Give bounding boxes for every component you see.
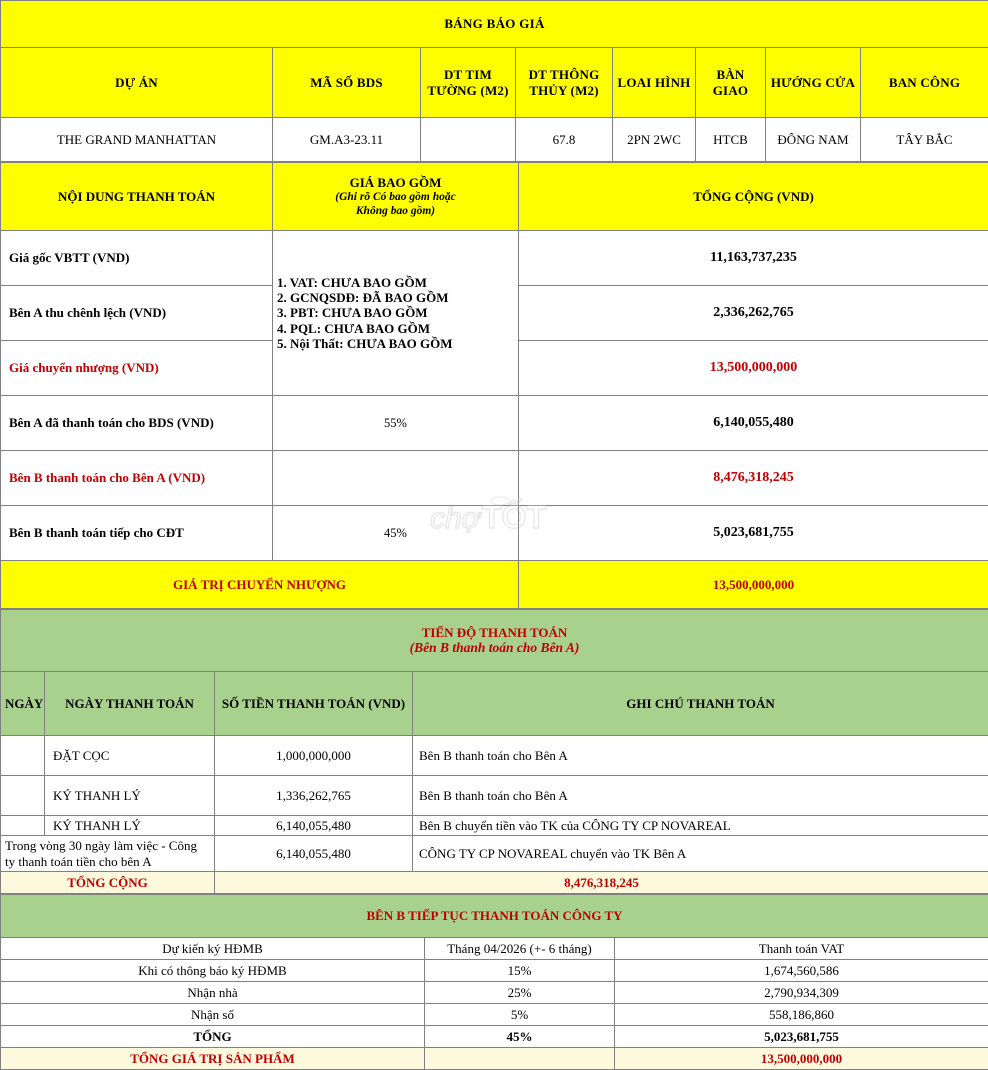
property-table <box>0 0 988 162</box>
property-data-row <box>1 118 988 162</box>
grand-total-percent <box>425 1047 615 1069</box>
schedule-title-row <box>1 610 988 672</box>
continue-amount: Thanh toán VAT <box>615 937 988 959</box>
continue-percent: Tháng 04/2026 (+- 6 tháng) <box>425 937 615 959</box>
payment-amount: 13,500,000,000 <box>519 341 988 396</box>
schedule-row <box>1 836 988 872</box>
payment-label: Bên B thanh toán tiếp cho CĐT <box>1 506 273 561</box>
continue-label: Nhận nhà <box>1 981 425 1003</box>
included-note: 3. PBT: CHƯA BAO GỒM <box>277 305 514 320</box>
payment-row <box>1 506 988 561</box>
col-header-net-area: DT THÔNG THỦY (M2) <box>516 48 613 118</box>
payment-label: Giá gốc VBTT (VND) <box>1 231 273 286</box>
continue-percent: 15% <box>425 959 615 981</box>
transfer-value-label: GIÁ TRỊ CHUYỂN NHƯỢNG <box>1 561 519 609</box>
col-header-pay-date: NGÀY THANH TOÁN <box>45 672 215 736</box>
included-note: 1. VAT: CHƯA BAO GỒM <box>277 275 514 290</box>
continue-label: Dự kiến ký HĐMB <box>1 937 425 959</box>
schedule-total-label: TỔNG CỘNG <box>1 871 215 893</box>
col-header-wall-area: DT TIM TƯỜNG (M2) <box>421 48 516 118</box>
col-header-code: MÃ SỐ BDS <box>273 48 421 118</box>
col-header-balcony: BAN CÔNG <box>861 48 988 118</box>
schedule-amount: 1,000,000,000 <box>215 736 413 776</box>
cell-project: THE GRAND MANHATTAN <box>1 118 273 162</box>
continue-amount: 1,674,560,586 <box>615 959 988 981</box>
schedule-title: TIẾN ĐỘ THANH TOÁN <box>422 625 568 640</box>
continue-amount: 5,023,681,755 <box>615 1025 988 1047</box>
company-continue-row <box>1 959 988 981</box>
payment-amount: 5,023,681,755 <box>519 506 988 561</box>
continue-percent: 45% <box>425 1025 615 1047</box>
company-continue-row <box>1 981 988 1003</box>
payment-row <box>1 451 988 506</box>
included-note: 4. PQL: CHƯA BAO GỒM <box>277 321 514 336</box>
schedule-note: CÔNG TY CP NOVAREAL chuyển vào TK Bên A <box>413 836 988 872</box>
schedule-title-cell <box>1 610 988 672</box>
continue-label: TỔNG <box>1 1025 425 1047</box>
col-header-pay-note: GHI CHÚ THANH TOÁN <box>413 672 988 736</box>
grand-total-label: TỔNG GIÁ TRỊ SẢN PHẨM <box>1 1047 425 1069</box>
payment-label: Bên B thanh toán cho Bên A (VND) <box>1 451 273 506</box>
col-header-price-included <box>273 163 519 231</box>
continue-label: Nhận số <box>1 1003 425 1025</box>
continue-amount: 2,790,934,309 <box>615 981 988 1003</box>
payment-amount: 8,476,318,245 <box>519 451 988 506</box>
company-continue-row <box>1 937 988 959</box>
cell-code: GM.A3-23.11 <box>273 118 421 162</box>
schedule-event: ĐẶT CỌC <box>45 736 215 776</box>
col-header-handover: BÀN GIAO <box>696 48 766 118</box>
price-included-sub1: (Ghi rõ Có bao gồm hoặc <box>277 190 514 204</box>
schedule-header-row <box>1 672 988 736</box>
schedule-row <box>1 816 988 836</box>
cell-net-area: 67.8 <box>516 118 613 162</box>
schedule-event: Trong vòng 30 ngày làm việc - Công ty thanh toán tiền cho bên A <box>1 836 215 872</box>
page-title: BẢNG BÁO GIÁ <box>1 1 988 48</box>
payment-amount: 2,336,262,765 <box>519 286 988 341</box>
schedule-note: Bên B thanh toán cho Bên A <box>413 776 988 816</box>
payment-header-row <box>1 163 988 231</box>
payment-label: Giá chuyển nhượng (VND) <box>1 341 273 396</box>
schedule-subtitle: (Bên B thanh toán cho Bên A) <box>5 640 984 656</box>
company-continue-title-row <box>1 894 988 937</box>
company-continue-title: BÊN B TIẾP TỤC THANH TOÁN CÔNG TY <box>1 894 988 937</box>
schedule-row <box>1 736 988 776</box>
cell-balcony: TÂY BẮC <box>861 118 988 162</box>
company-continue-table <box>0 894 988 1070</box>
company-continue-row <box>1 1025 988 1047</box>
transfer-value-row <box>1 561 988 609</box>
schedule-amount: 1,336,262,765 <box>215 776 413 816</box>
schedule-day <box>1 816 45 836</box>
schedule-amount: 6,140,055,480 <box>215 836 413 872</box>
col-header-project: DỰ ÁN <box>1 48 273 118</box>
price-included-sub2: Không bao gồm) <box>277 204 514 218</box>
cell-wall-area <box>421 118 516 162</box>
col-header-payment-content: NỘI DUNG THANH TOÁN <box>1 163 273 231</box>
continue-amount: 558,186,860 <box>615 1003 988 1025</box>
schedule-row <box>1 776 988 816</box>
grand-total-amount: 13,500,000,000 <box>615 1047 988 1069</box>
continue-percent: 5% <box>425 1003 615 1025</box>
svg-text:TỐT: TỐT <box>482 499 546 535</box>
document-title-row <box>1 1 988 48</box>
payment-content-table <box>0 162 988 609</box>
continue-percent: 25% <box>425 981 615 1003</box>
payment-percent <box>273 451 519 506</box>
price-included-notes <box>273 231 519 396</box>
schedule-total-row <box>1 871 988 893</box>
payment-percent: 45% <box>273 506 519 561</box>
col-header-grand-total: TỔNG CỘNG (VND) <box>519 163 988 231</box>
col-header-door-dir: HƯỚNG CỬA <box>766 48 861 118</box>
cell-handover: HTCB <box>696 118 766 162</box>
payment-amount: 6,140,055,480 <box>519 396 988 451</box>
svg-text:chợ: chợ <box>430 502 483 535</box>
col-header-type: LOAI HÌNH <box>613 48 696 118</box>
included-note: 2. GCNQSDĐ: ĐÃ BAO GỒM <box>277 290 514 305</box>
cell-type: 2PN 2WC <box>613 118 696 162</box>
payment-row <box>1 396 988 451</box>
transfer-value-amount: 13,500,000,000 <box>519 561 988 609</box>
payment-label: Bên A đã thanh toán cho BDS (VND) <box>1 396 273 451</box>
schedule-note: Bên B chuyển tiền vào TK của CÔNG TY CP NOVAREAL <box>413 816 988 836</box>
company-continue-row <box>1 1003 988 1025</box>
schedule-event: KÝ THANH LÝ <box>45 776 215 816</box>
schedule-event: KÝ THANH LÝ <box>45 816 215 836</box>
payment-amount: 11,163,737,235 <box>519 231 988 286</box>
cell-door-dir: ĐÔNG NAM <box>766 118 861 162</box>
payment-percent: 55% <box>273 396 519 451</box>
payment-row <box>1 231 988 286</box>
schedule-total-amount: 8,476,318,245 <box>215 871 988 893</box>
col-header-day: NGÀY <box>1 672 45 736</box>
property-header-row <box>1 48 988 118</box>
price-included-main: GIÁ BAO GỒM <box>350 175 442 190</box>
continue-label: Khi có thông báo ký HĐMB <box>1 959 425 981</box>
schedule-day <box>1 736 45 776</box>
grand-total-row <box>1 1047 988 1069</box>
schedule-day <box>1 776 45 816</box>
schedule-amount: 6,140,055,480 <box>215 816 413 836</box>
schedule-note: Bên B thanh toán cho Bên A <box>413 736 988 776</box>
col-header-pay-amount: SỐ TIỀN THANH TOÁN (VND) <box>215 672 413 736</box>
included-note: 5. Nội Thất: CHƯA BAO GỒM <box>277 336 514 351</box>
payment-schedule-table <box>0 609 988 894</box>
payment-label: Bên A thu chênh lệch (VND) <box>1 286 273 341</box>
